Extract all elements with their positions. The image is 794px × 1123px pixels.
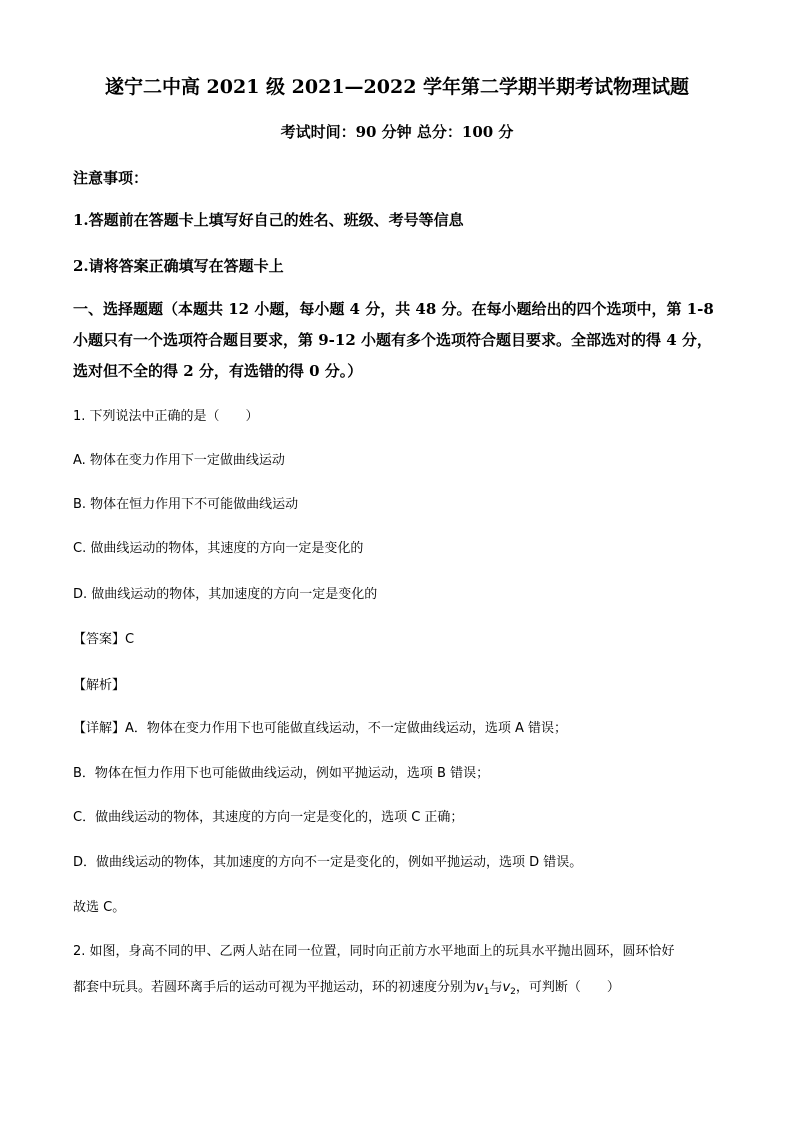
section-instruction-line-1: 一、选择题题（本题共 12 小题，每小题 4 分，共 48 分。在每小题给出的四个选项中，第 1-8	[73, 300, 714, 318]
page-title: 遂宁二中高 2021 级 2021—2022 学年第二学期半期考试物理试题	[104, 76, 690, 98]
velocity-subscript-2: 2	[510, 987, 516, 997]
question-1-detail-d: D．做曲线运动的物体，其加速度的方向不一定是变化的，例如平抛运动，选项 D 错误。	[73, 855, 583, 870]
note-item-1: 1.答题前在答题卡上填写好自己的姓名、班级、考号等信息	[73, 211, 464, 229]
question-1-option-c: C. 做曲线运动的物体，其速度的方向一定是变化的	[73, 541, 364, 556]
section-instruction-line-3: 选对但不全的得 2 分，有选错的得 0 分。）	[73, 362, 363, 380]
question-1-option-b: B. 物体在恒力作用下不可能做曲线运动	[73, 497, 299, 512]
question-2-line-2-suffix: ，可判断（ ）	[515, 980, 620, 995]
question-1-answer: 【答案】C	[73, 632, 135, 647]
question-1-option-a: A. 物体在变力作用下一定做曲线运动	[73, 453, 285, 468]
question-1-option-d: D. 做曲线运动的物体，其加速度的方向一定是变化的	[73, 587, 378, 602]
section-instruction-line-2: 小题只有一个选项符合题目要求，第 9-12 小题有多个选项符合题目要求。全部选对的得 4 分，	[73, 331, 712, 349]
notes-heading: 注意事项：	[73, 169, 149, 187]
question-2-line-1: 2. 如图，身高不同的甲、乙两人站在同一位置，同时向正前方水平地面上的玩具水平抛出圆环，圆环恰好	[73, 944, 675, 959]
question-1-analysis-label: 【解析】	[73, 678, 126, 693]
question-1-detail-b: B．物体在恒力作用下也可能做曲线运动，例如平抛运动，选项 B 错误；	[73, 766, 490, 781]
question-2-line-2	[73, 978, 620, 1002]
velocity-subscript-1: 1	[483, 987, 490, 997]
exam-info: 考试时间：90 分钟 总分：100 分	[280, 123, 514, 141]
question-1-detail-a: 【详解】A．物体在变力作用下也可能做直线运动，不一定做曲线运动，选项 A 错误；	[73, 721, 568, 736]
question-1-stem: 1. 下列说法中正确的是（ ）	[73, 409, 259, 424]
velocity-symbol-1: v	[476, 980, 484, 995]
question-2-line-2-prefix: 都套中玩具。若圆环离手后的运动可视为平抛运动，环的初速度分别为	[73, 980, 477, 995]
velocity-symbol-2: v	[502, 980, 511, 995]
question-1-detail-c: C．做曲线运动的物体，其速度的方向一定是变化的，选项 C 正确；	[73, 810, 464, 825]
note-item-2: 2.请将答案正确填写在答题卡上	[73, 257, 284, 275]
question-2-conjunction: 与	[489, 980, 503, 995]
question-1-conclusion: 故选 C。	[73, 900, 126, 915]
